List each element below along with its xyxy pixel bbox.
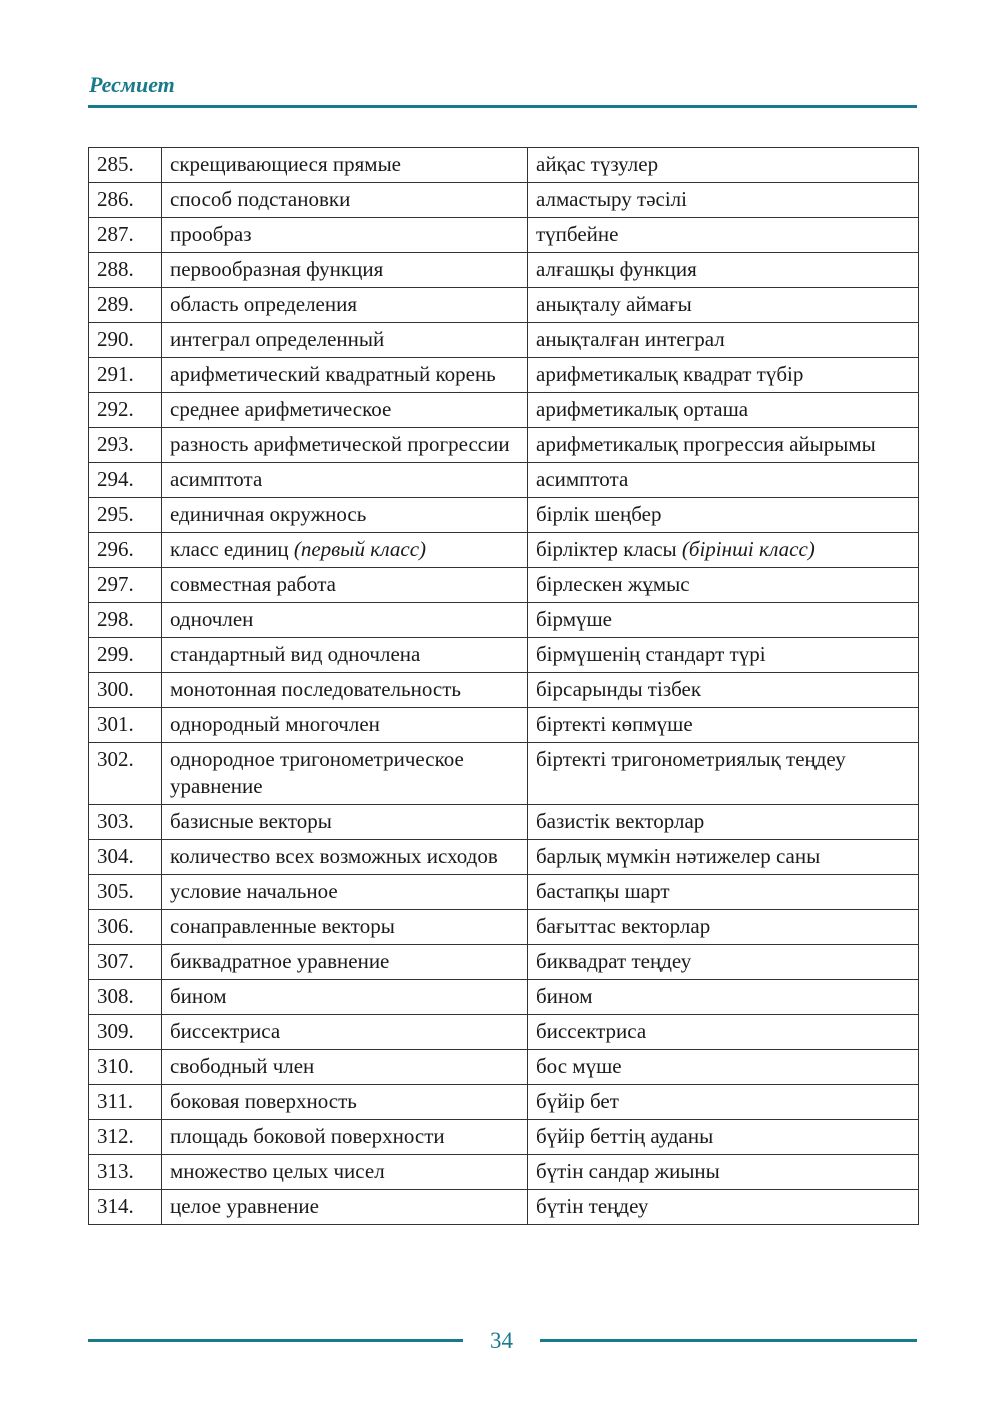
term-kazakh: біртекті көпмүше: [528, 708, 919, 743]
term-number: 289.: [89, 288, 162, 323]
term-number: 305.: [89, 875, 162, 910]
term-kazakh: арифметикалық прогрессия айырымы: [528, 428, 919, 463]
term-number: 311.: [89, 1085, 162, 1120]
term-kazakh: бином: [528, 980, 919, 1015]
table-row: [89, 148, 919, 183]
table-row: [89, 1155, 919, 1190]
table-row: [89, 498, 919, 533]
table-row: [89, 875, 919, 910]
table-row: [89, 805, 919, 840]
table-row: [89, 288, 919, 323]
term-number: 300.: [89, 673, 162, 708]
term-number: 307.: [89, 945, 162, 980]
table-row: [89, 1085, 919, 1120]
term-russian: область определения: [162, 288, 528, 323]
term-russian: бином: [162, 980, 528, 1015]
term-number: 291.: [89, 358, 162, 393]
term-number: 290.: [89, 323, 162, 358]
term-russian: одночлен: [162, 603, 528, 638]
term-number: 309.: [89, 1015, 162, 1050]
table-row: [89, 1050, 919, 1085]
table-row: [89, 603, 919, 638]
table-row: [89, 358, 919, 393]
term-russian-main: класс единиц: [170, 537, 289, 561]
footer-rule-left: [88, 1339, 463, 1342]
table-row: [89, 218, 919, 253]
table-row: [89, 638, 919, 673]
term-russian: единичная окружнось: [162, 498, 528, 533]
table-row: [89, 673, 919, 708]
term-number: 286.: [89, 183, 162, 218]
term-russian: свободный член: [162, 1050, 528, 1085]
term-number: 308.: [89, 980, 162, 1015]
term-kazakh: анықталу аймағы: [528, 288, 919, 323]
term-kazakh: бастапқы шарт: [528, 875, 919, 910]
term-kazakh: бағыттас векторлар: [528, 910, 919, 945]
glossary-body: [89, 148, 919, 1225]
term-russian: боковая поверхность: [162, 1085, 528, 1120]
table-row: [89, 463, 919, 498]
term-kazakh: арифметикалық квадрат түбір: [528, 358, 919, 393]
term-number: 306.: [89, 910, 162, 945]
term-kazakh: алғашқы функция: [528, 253, 919, 288]
term-kazakh: біртекті тригонометриялық теңдеу: [528, 743, 919, 805]
term-number: 297.: [89, 568, 162, 603]
term-kazakh: бірлік шеңбер: [528, 498, 919, 533]
term-russian: биквадратное уравнение: [162, 945, 528, 980]
table-row: [89, 323, 919, 358]
term-russian: сонаправленные векторы: [162, 910, 528, 945]
term-kazakh: алмастыру тәсілі: [528, 183, 919, 218]
term-number: 310.: [89, 1050, 162, 1085]
term-kazakh-note: (бірінші класс): [681, 537, 815, 561]
term-kazakh: бүтін сандар жиыны: [528, 1155, 919, 1190]
term-russian: базисные векторы: [162, 805, 528, 840]
table-row: [89, 1015, 919, 1050]
term-russian: [162, 533, 528, 568]
page-number: 34: [490, 1328, 513, 1353]
table-row: [89, 568, 919, 603]
term-number: 302.: [89, 743, 162, 805]
header-title: Ресмиет: [89, 72, 175, 97]
term-number: 288.: [89, 253, 162, 288]
table-row: [89, 980, 919, 1015]
term-russian: условие начальное: [162, 875, 528, 910]
term-russian: однородное тригонометрическое уравнение: [162, 743, 528, 805]
term-kazakh: биквадрат теңдеу: [528, 945, 919, 980]
term-russian: первообразная функция: [162, 253, 528, 288]
header-rule: [88, 105, 917, 108]
table-row: [89, 393, 919, 428]
table-row: [89, 253, 919, 288]
table-row: [89, 743, 919, 805]
term-number: 292.: [89, 393, 162, 428]
term-russian: монотонная последовательность: [162, 673, 528, 708]
term-number: 314.: [89, 1190, 162, 1225]
table-row: [89, 1120, 919, 1155]
term-kazakh: [528, 533, 919, 568]
term-number: 296.: [89, 533, 162, 568]
term-number: 301.: [89, 708, 162, 743]
term-russian-note: (первый класс): [293, 537, 427, 561]
term-number: 299.: [89, 638, 162, 673]
term-russian: асимптота: [162, 463, 528, 498]
term-kazakh: бірлескен жұмыс: [528, 568, 919, 603]
term-number: 293.: [89, 428, 162, 463]
table-row: [89, 910, 919, 945]
term-kazakh: асимптота: [528, 463, 919, 498]
term-kazakh: бүйір беттің ауданы: [528, 1120, 919, 1155]
term-kazakh: биссектриса: [528, 1015, 919, 1050]
table-row: [89, 840, 919, 875]
term-russian: целое уравнение: [162, 1190, 528, 1225]
term-kazakh: анықталған интеграл: [528, 323, 919, 358]
term-russian: площадь боковой поверхности: [162, 1120, 528, 1155]
term-russian: способ подстановки: [162, 183, 528, 218]
term-number: 298.: [89, 603, 162, 638]
term-kazakh: базистік векторлар: [528, 805, 919, 840]
term-kazakh: бүтін теңдеу: [528, 1190, 919, 1225]
term-russian: множество целых чисел: [162, 1155, 528, 1190]
term-kazakh: түпбейне: [528, 218, 919, 253]
term-number: 304.: [89, 840, 162, 875]
term-number: 303.: [89, 805, 162, 840]
table-row: [89, 428, 919, 463]
table-row: [89, 533, 919, 568]
term-russian: однородный многочлен: [162, 708, 528, 743]
term-kazakh: бірсарынды тізбек: [528, 673, 919, 708]
term-russian: прообраз: [162, 218, 528, 253]
term-number: 287.: [89, 218, 162, 253]
term-kazakh: барлық мүмкін нәтижелер саны: [528, 840, 919, 875]
term-russian: совместная работа: [162, 568, 528, 603]
glossary-table: [88, 147, 919, 1225]
term-kazakh: бос мүше: [528, 1050, 919, 1085]
term-kazakh: арифметикалық орташа: [528, 393, 919, 428]
term-kazakh: бірмүшенің стандарт түрі: [528, 638, 919, 673]
term-kazakh: бүйір бет: [528, 1085, 919, 1120]
term-kazakh: бірмүше: [528, 603, 919, 638]
term-russian: количество всех возможных исходов: [162, 840, 528, 875]
term-russian: биссектриса: [162, 1015, 528, 1050]
table-row: [89, 183, 919, 218]
term-russian: интеграл определенный: [162, 323, 528, 358]
table-row: [89, 708, 919, 743]
term-number: 285.: [89, 148, 162, 183]
term-russian: стандартный вид одночлена: [162, 638, 528, 673]
term-russian: среднее арифметическое: [162, 393, 528, 428]
table-row: [89, 945, 919, 980]
term-number: 313.: [89, 1155, 162, 1190]
term-russian: скрещивающиеся прямые: [162, 148, 528, 183]
term-kazakh: айқас түзулер: [528, 148, 919, 183]
term-number: 294.: [89, 463, 162, 498]
term-kazakh-main: бірліктер класы: [536, 537, 677, 561]
term-number: 312.: [89, 1120, 162, 1155]
term-number: 295.: [89, 498, 162, 533]
table-row: [89, 1190, 919, 1225]
term-russian: разность арифметической прогрессии: [162, 428, 528, 463]
footer-rule-right: [540, 1339, 917, 1342]
term-russian: арифметический квадратный корень: [162, 358, 528, 393]
